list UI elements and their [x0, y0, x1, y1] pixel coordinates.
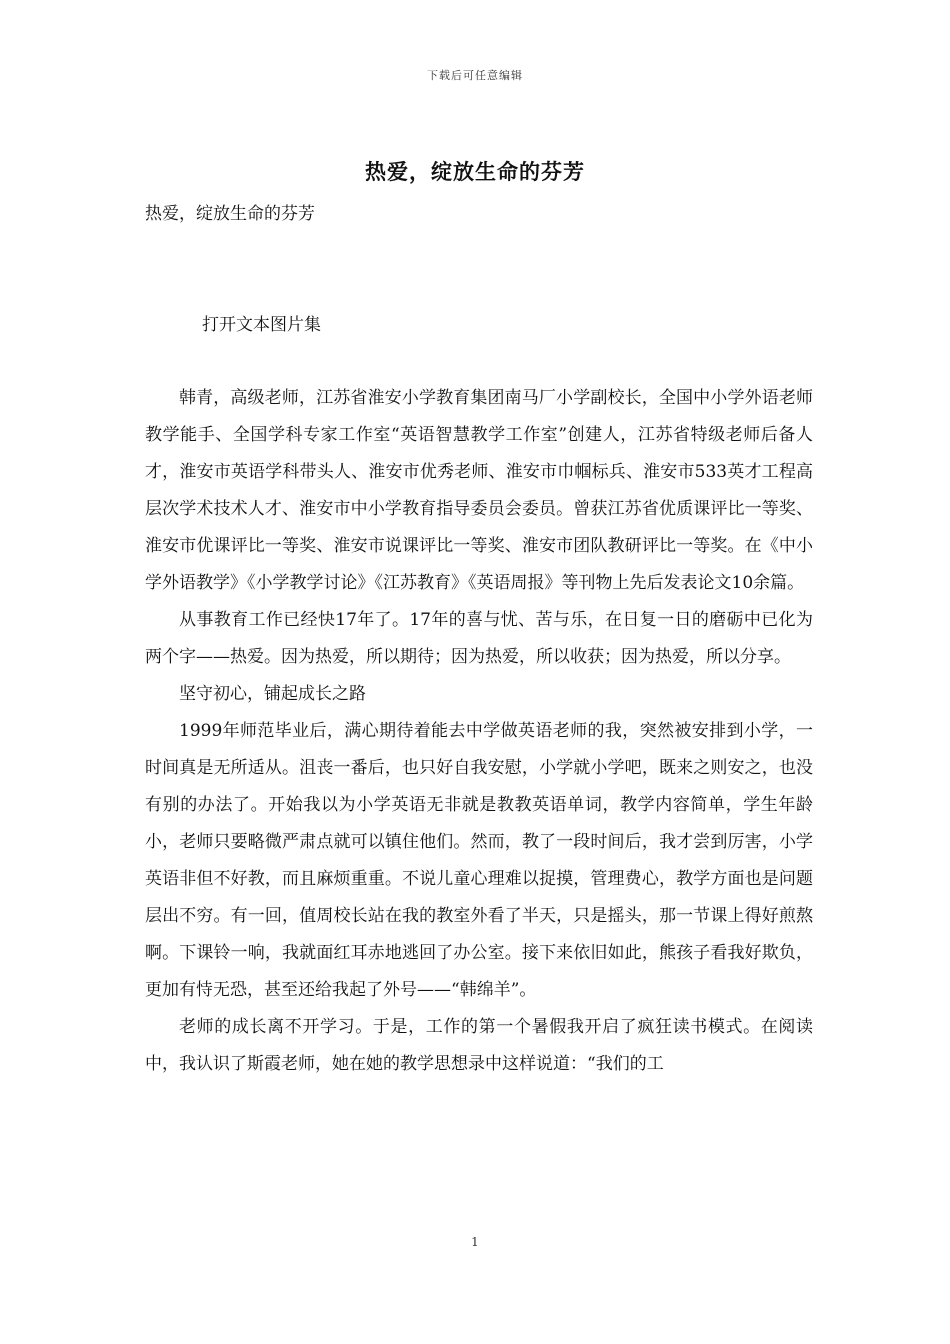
section-heading: 坚守初心，铺起成长之路 — [179, 684, 366, 704]
page-number: 1 — [471, 1235, 479, 1249]
paragraph-learning: 老师的成长离不开学习。于是，工作的第一个暑假我开启了疯狂读书模式。在阅读中，我认识了斯霞老师，她在她的教学思想录中这样说道：“我们的工 — [145, 1017, 813, 1074]
document-title: 热爱，绽放生命的芬芳 — [365, 159, 585, 184]
article-body — [145, 380, 813, 1083]
document-subtitle: 热爱，绽放生命的芬芳 — [145, 204, 315, 224]
paragraph-story: 1999年师范毕业后，满心期待着能去中学做英语老师的我，突然被安排到小学，一时间真是无所适从。沮丧一番后，也只好自我安慰，小学就小学吧，既来之则安之，也没有别的办法了。开始我以为小学英语无非就是教教英语单词，教学内容简单，学生年龄小，老师只要略微严肃点就可以镇住他们。然而，教了一段时间后，我才尝到厉害，小学英语非但不好教，而且麻烦重重。不说儿童心理难以捉摸，管理费心，教学方面也是问题层出不穷。有一回，值周校长站在我的教室外看了半天，只是摇头，那一节课上得好煎熬啊。下课铃一响，我就面红耳赤地逃回了办公室。接下来依旧如此，熊孩子看我好欺负，更加有恃无恐，甚至还给我起了外号——“韩绵羊”。 — [145, 721, 813, 1000]
paragraph-bio: 韩青，高级老师，江苏省淮安小学教育集团南马厂小学副校长，全国中小学外语老师教学能手、全国学科专家工作室“英语智慧教学工作室”创建人，江苏省特级老师后备人才，淮安市英语学科带头人、淮安市优秀老师、淮安市巾帼标兵、淮安市533英才工程高层次学术技术人才、淮安市中小学教育指导委员会委员。曾获江苏省优质课评比一等奖、淮安市优课评比一等奖、淮安市说课评比一等奖、淮安市团队教研评比一等奖。在《中小学外语教学》《小学教学讨论》《江苏教育》《英语周报》等刊物上先后发表论文10余篇。 — [145, 388, 813, 593]
gallery-link: 打开文本图片集 — [202, 315, 321, 335]
header-note: 下载后可任意编辑 — [427, 69, 523, 82]
paragraph-intro: 从事教育工作已经快17年了。17年的喜与忧、苦与乐，在日复一日的磨砺中已化为两个字——热爱。因为热爱，所以期待；因为热爱，所以收获；因为热爱，所以分享。 — [145, 610, 813, 667]
